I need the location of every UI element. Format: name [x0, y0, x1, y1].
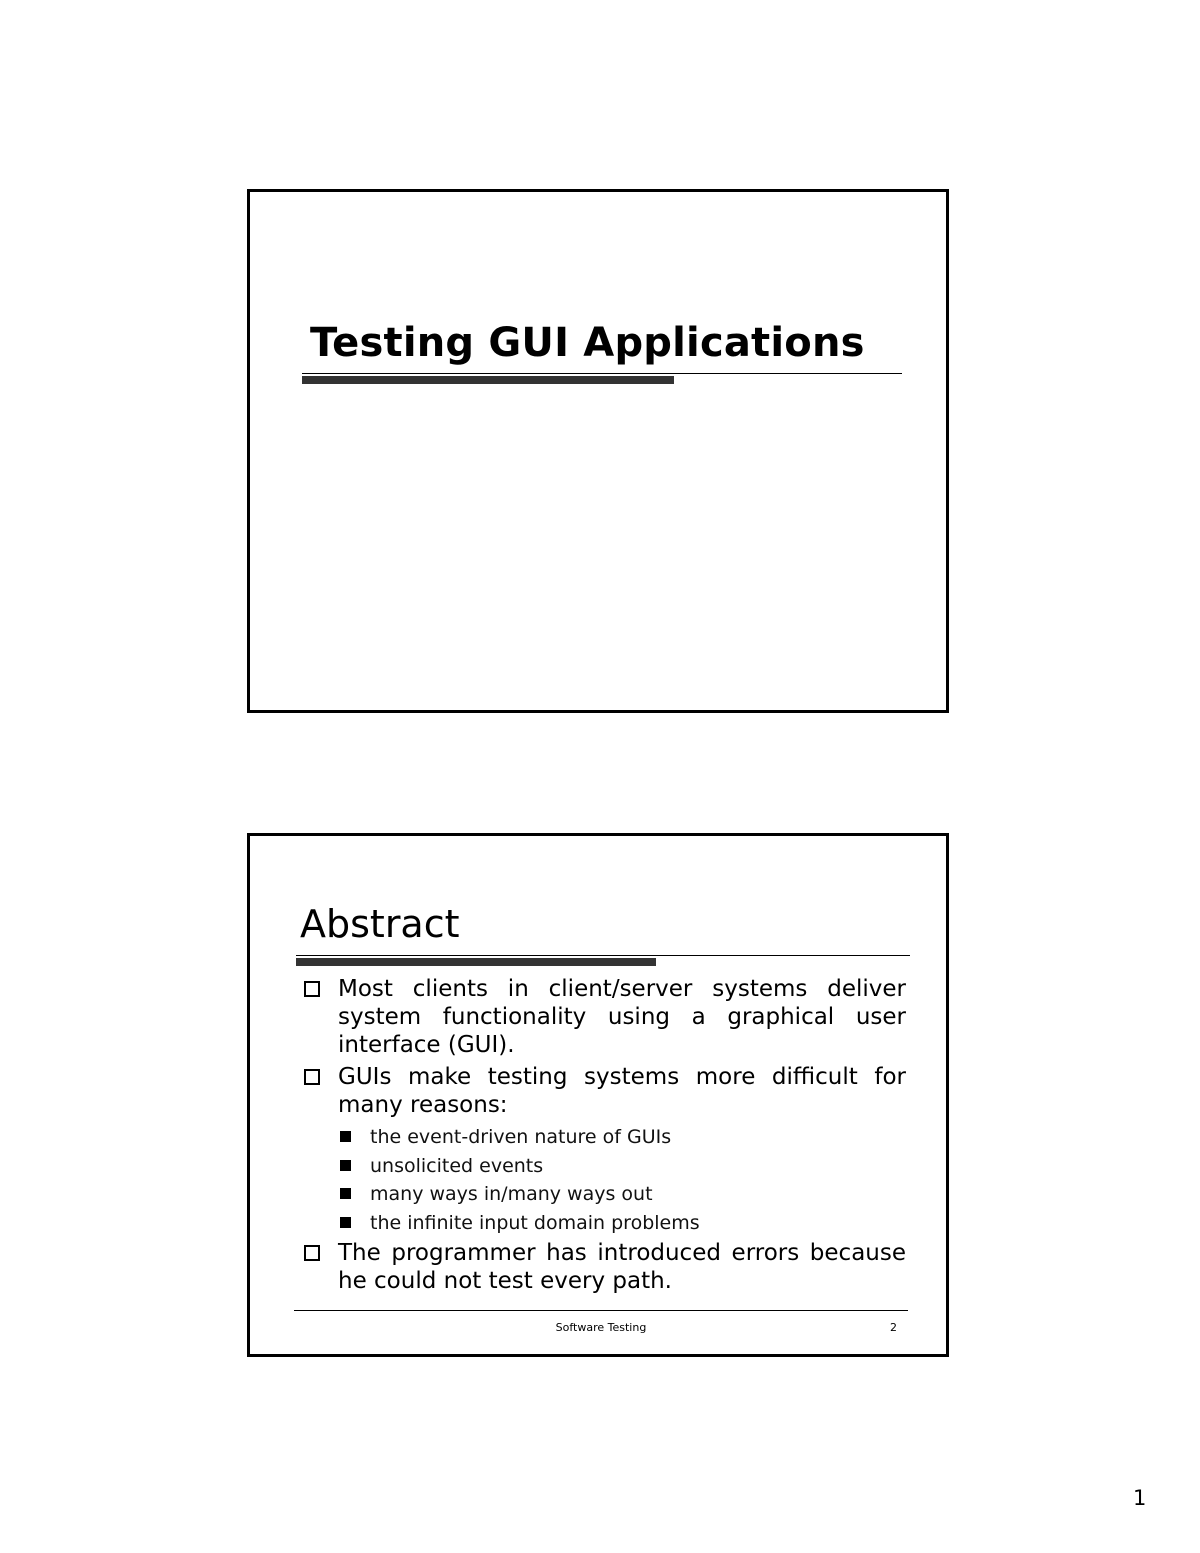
slide-1	[247, 189, 949, 713]
filled-square-bullet-icon	[340, 1160, 351, 1171]
bullet-text: Most clients in client/server systems deliver system functionality using a graphical user interface (GUI).	[338, 976, 906, 1058]
bullet-item	[302, 1063, 906, 1119]
page-number: 1	[1133, 1486, 1147, 1510]
hollow-square-bullet-icon	[304, 1245, 320, 1261]
sub-bullet-text: the event-driven nature of GUIs	[370, 1126, 672, 1148]
sub-bullet-item	[302, 1152, 906, 1181]
bullet-list	[302, 975, 906, 1299]
footer-rule	[294, 1310, 908, 1311]
slide-1-title: Testing GUI Applications	[310, 320, 865, 366]
hollow-square-bullet-icon	[304, 1069, 320, 1085]
filled-square-bullet-icon	[340, 1131, 351, 1142]
bullet-item	[302, 975, 906, 1059]
filled-square-bullet-icon	[340, 1217, 351, 1228]
sub-bullet-text: the infinite input domain problems	[370, 1211, 700, 1234]
sub-bullet-text: unsolicited events	[370, 1154, 544, 1177]
slide-2	[247, 833, 949, 1357]
bullet-text: The programmer has introduced errors because he could not test every path.	[338, 1240, 906, 1294]
title-rule-thin	[296, 955, 910, 956]
filled-square-bullet-icon	[340, 1188, 351, 1199]
sub-bullet-item	[302, 1123, 906, 1152]
slide-2-title: Abstract	[300, 902, 460, 946]
bullet-item	[302, 1239, 906, 1295]
footer-slide-number: 2	[890, 1321, 897, 1334]
title-rule-thin	[302, 373, 902, 374]
bullet-text: GUIs make testing systems more difficult for many reasons:	[338, 1064, 906, 1118]
sub-bullet-text: many ways in/many ways out	[370, 1183, 653, 1205]
footer-text: Software Testing	[555, 1321, 647, 1334]
sub-bullet-item	[302, 1209, 906, 1238]
hollow-square-bullet-icon	[304, 981, 320, 997]
sub-bullet-item	[302, 1180, 906, 1209]
title-rule-thick	[296, 958, 656, 966]
title-rule-thick	[302, 376, 674, 384]
sub-bullet-list	[302, 1123, 906, 1237]
